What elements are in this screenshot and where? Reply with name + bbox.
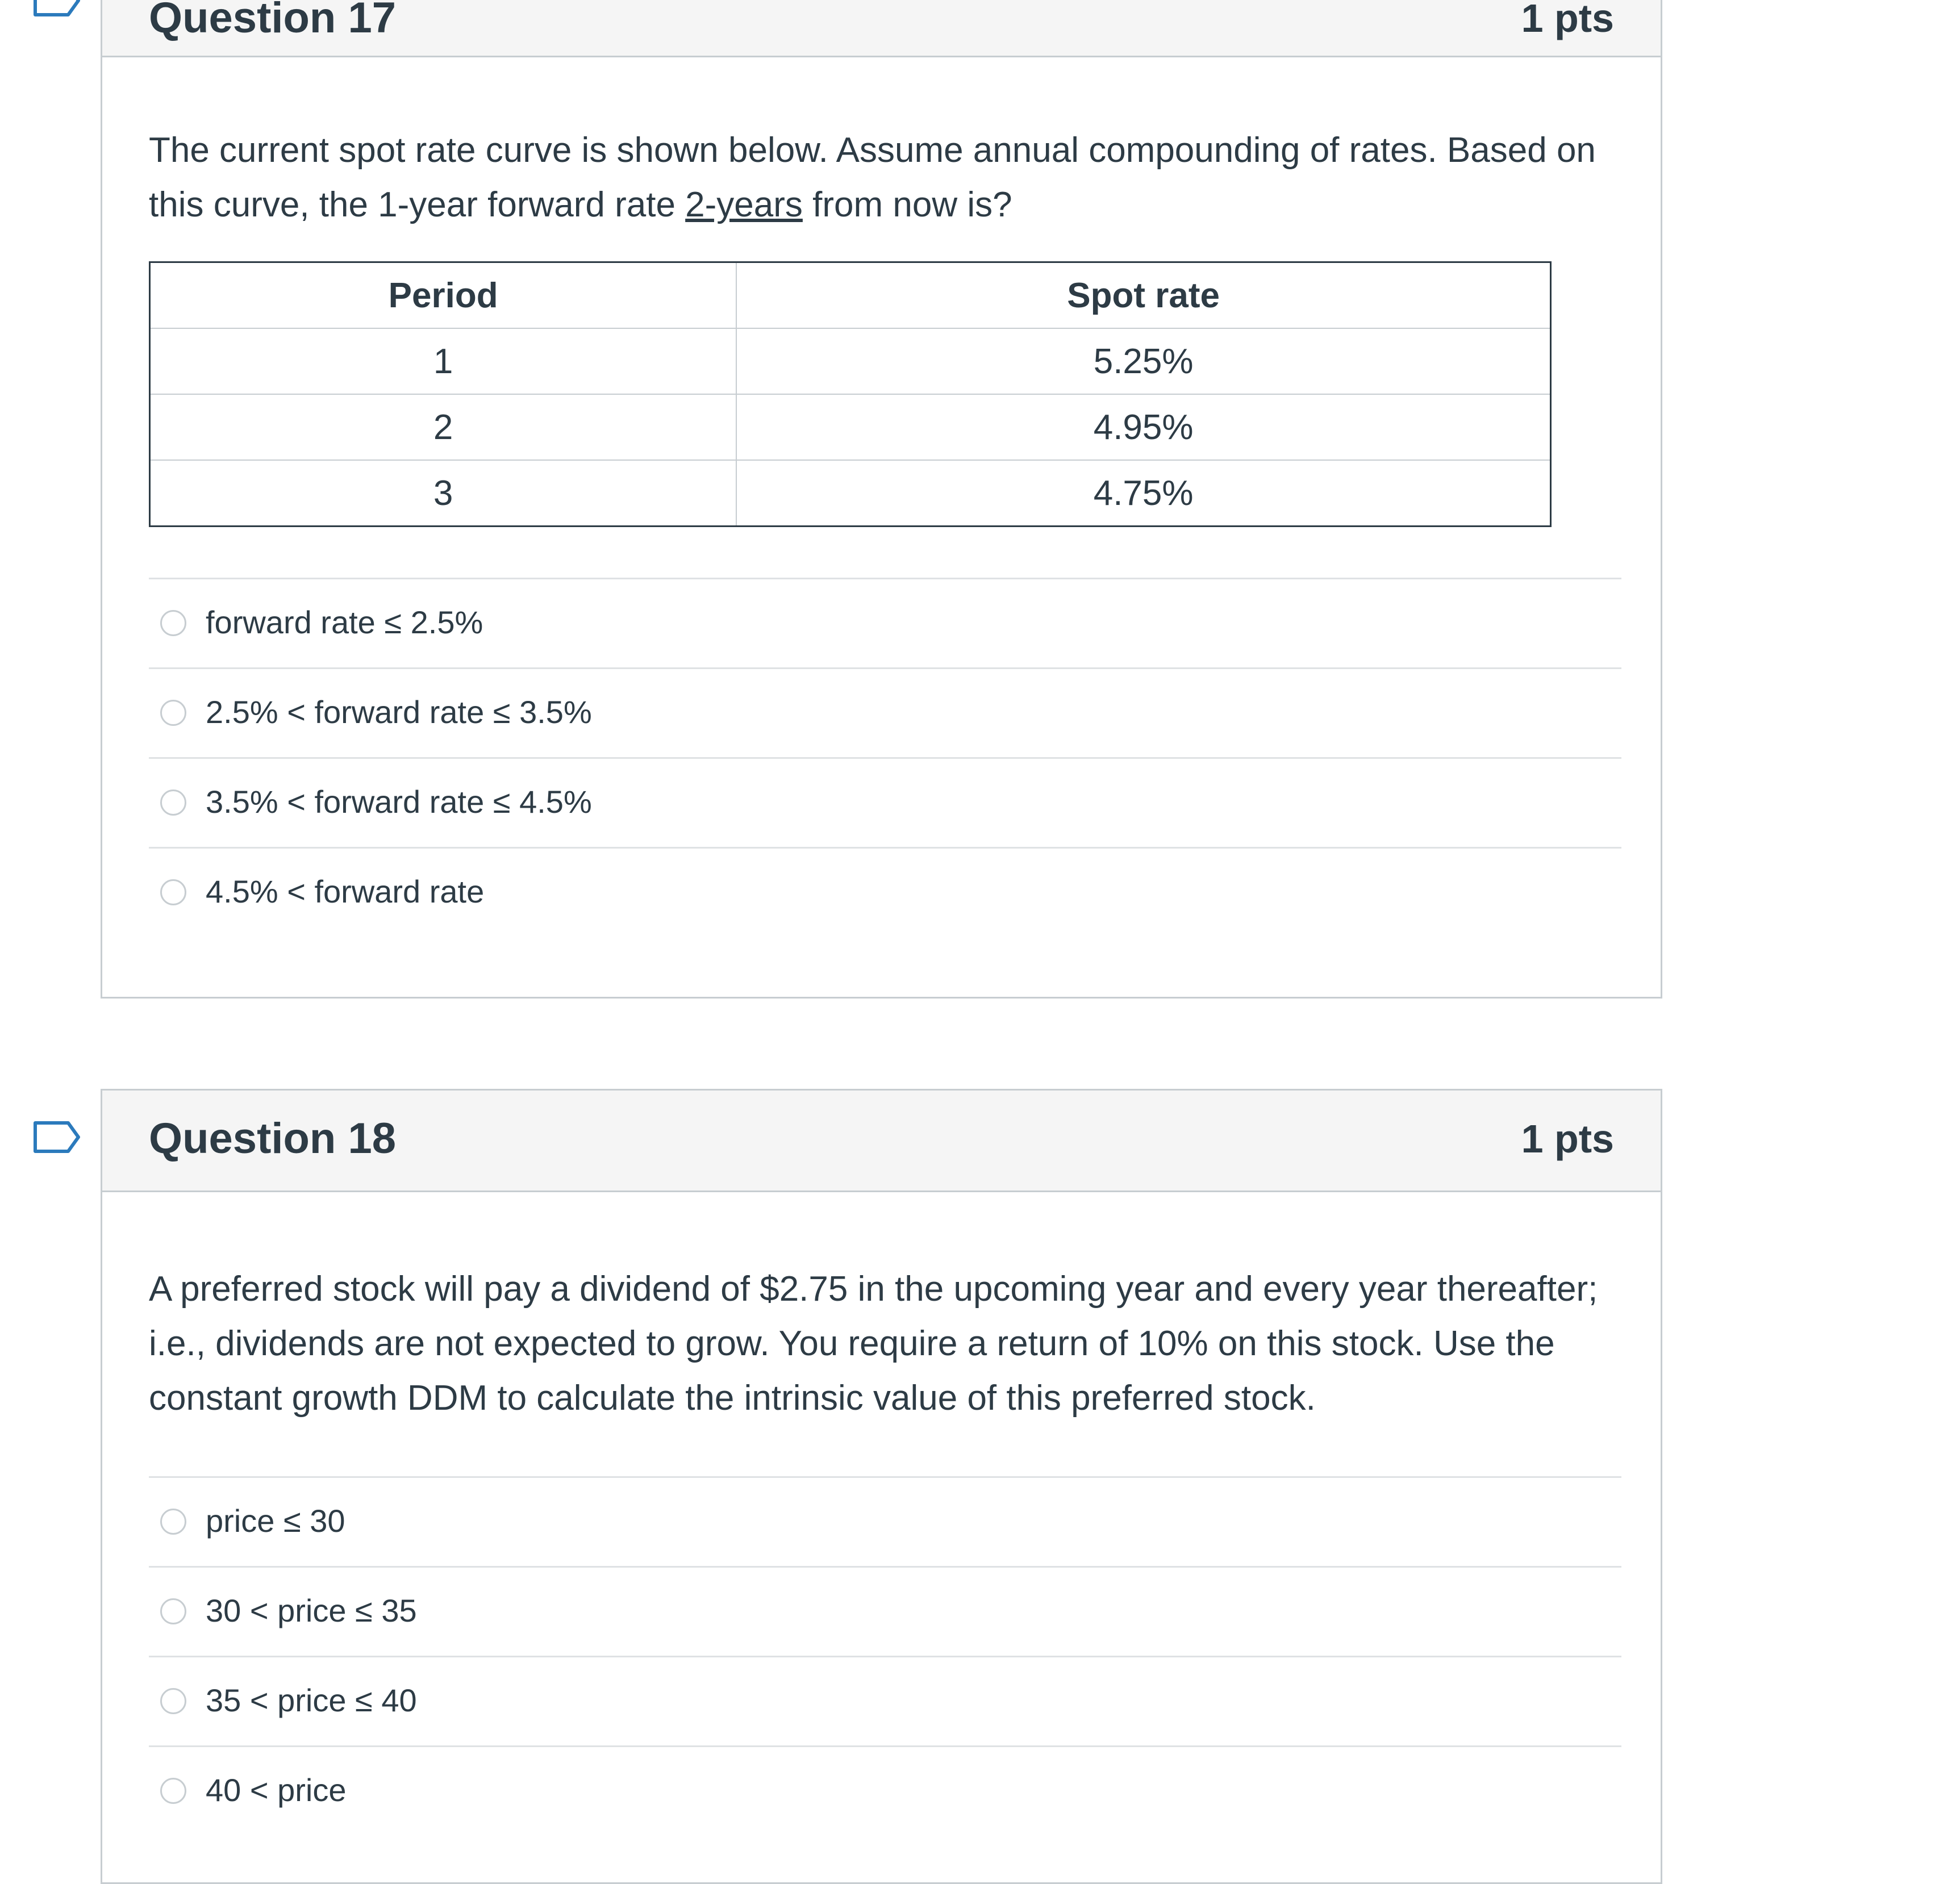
answer-option[interactable] bbox=[149, 757, 1621, 847]
table-cell: 3 bbox=[150, 460, 737, 527]
radio-button[interactable] bbox=[160, 789, 186, 816]
answer-option[interactable] bbox=[149, 1476, 1621, 1566]
question-18-card bbox=[101, 1089, 1662, 1884]
answer-option[interactable] bbox=[149, 1745, 1621, 1835]
table-cell: 2 bbox=[150, 394, 737, 460]
answer-option[interactable] bbox=[149, 578, 1621, 667]
table-row bbox=[150, 328, 1551, 394]
answer-label[interactable]: price ≤ 30 bbox=[206, 1503, 345, 1539]
question-text-underlined: 2-years bbox=[685, 185, 803, 224]
answer-label[interactable]: 2.5% < forward rate ≤ 3.5% bbox=[206, 694, 592, 730]
radio-button[interactable] bbox=[160, 700, 186, 726]
table-cell: 4.75% bbox=[736, 460, 1550, 527]
answer-option[interactable] bbox=[149, 847, 1621, 937]
question-title: Question 17 bbox=[149, 0, 396, 42]
question-header bbox=[102, 0, 1661, 57]
answer-option[interactable] bbox=[149, 667, 1621, 757]
spot-rate-table bbox=[149, 261, 1552, 527]
radio-button[interactable] bbox=[160, 1778, 186, 1804]
question-text-part: The current spot rate curve is shown below. Assume annual compounding of rates. Based on this curve, the 1-year forward rate bbox=[149, 131, 1596, 224]
radio-button[interactable] bbox=[160, 879, 186, 905]
question-points: 1 pts bbox=[1521, 0, 1614, 40]
question-text bbox=[149, 123, 1626, 232]
answer-option[interactable] bbox=[149, 1566, 1621, 1656]
table-header-spot-rate: Spot rate bbox=[736, 262, 1550, 329]
table-row bbox=[150, 394, 1551, 460]
answer-label[interactable]: 30 < price ≤ 35 bbox=[206, 1593, 417, 1628]
table-cell: 4.95% bbox=[736, 394, 1550, 460]
table-header-row bbox=[150, 262, 1551, 329]
radio-button[interactable] bbox=[160, 1598, 186, 1624]
bookmark-flag-icon[interactable] bbox=[33, 1121, 81, 1154]
radio-button[interactable] bbox=[160, 1688, 186, 1714]
question-17-card bbox=[101, 0, 1662, 999]
answer-label[interactable]: forward rate ≤ 2.5% bbox=[206, 604, 483, 640]
bookmark-flag-icon[interactable] bbox=[33, 0, 81, 17]
radio-button[interactable] bbox=[160, 1509, 186, 1535]
question-points: 1 pts bbox=[1521, 1117, 1614, 1161]
table-cell: 5.25% bbox=[736, 328, 1550, 394]
answer-list bbox=[149, 1476, 1621, 1835]
answer-label[interactable]: 3.5% < forward rate ≤ 4.5% bbox=[206, 784, 592, 820]
question-title: Question 18 bbox=[149, 1114, 396, 1163]
answer-label[interactable]: 4.5% < forward rate bbox=[206, 874, 485, 909]
answer-label[interactable]: 35 < price ≤ 40 bbox=[206, 1682, 417, 1718]
question-text-part: from now is? bbox=[802, 185, 1012, 224]
answer-label[interactable]: 40 < price bbox=[206, 1772, 347, 1808]
table-row bbox=[150, 460, 1551, 527]
table-cell: 1 bbox=[150, 328, 737, 394]
answer-option[interactable] bbox=[149, 1656, 1621, 1745]
answer-list bbox=[149, 578, 1621, 937]
table-header-period: Period bbox=[150, 262, 737, 329]
question-header bbox=[102, 1091, 1661, 1192]
question-text: A preferred stock will pay a dividend of $2.75 in the upcoming year and every year thereafter; i.e., dividends are not expected to grow. You require a return of 10% on this stock. Use the constant growth DDM to calculate the intrinsic value of this preferred stock. bbox=[149, 1269, 1598, 1418]
radio-button[interactable] bbox=[160, 610, 186, 636]
